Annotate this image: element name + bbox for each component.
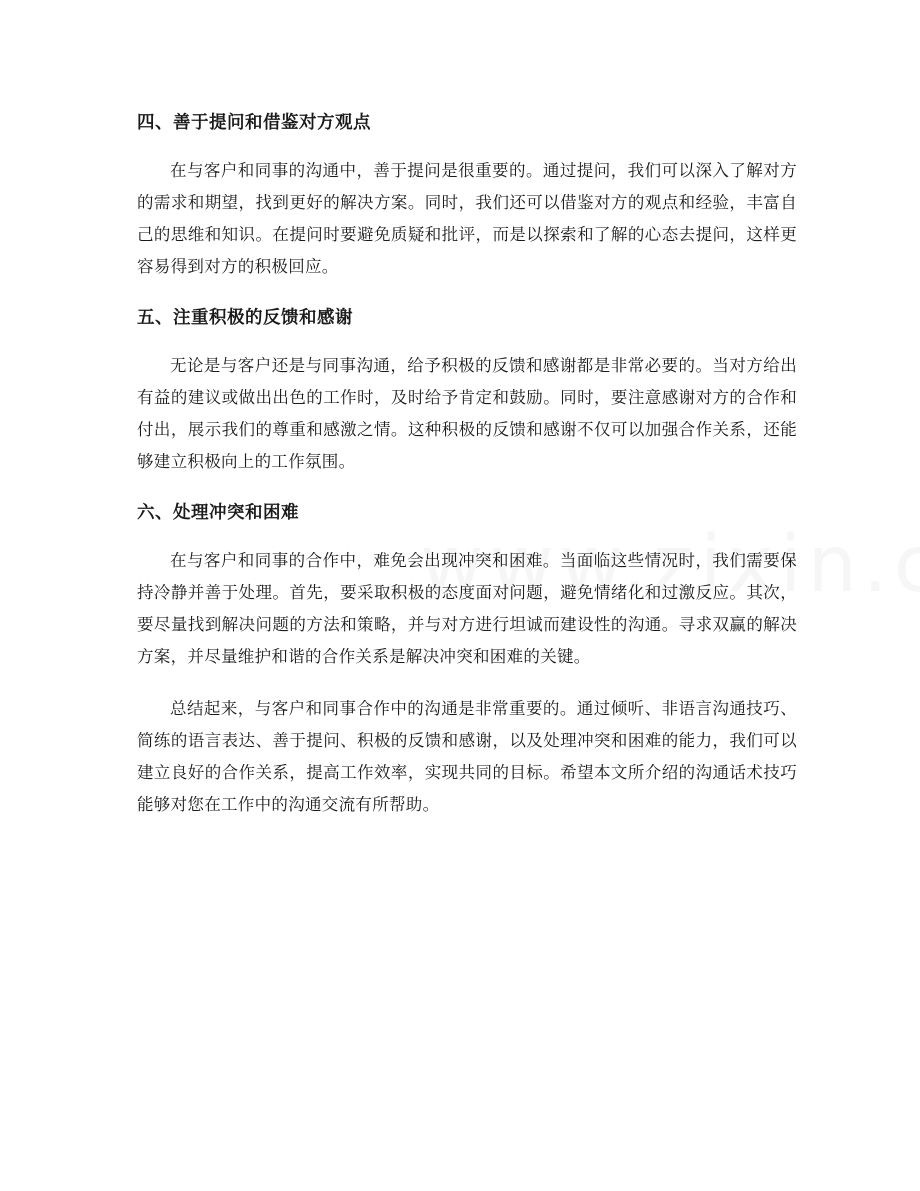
conclusion-paragraph: 总结起来，与客户和同事合作中的沟通是非常重要的。通过倾听、非语言沟通技巧、简练的语言表达、善于提问、积极的反馈和感谢，以及处理冲突和困难的能力，我们可以建立良好的合作关系，提高工作效率，实现共同的目标。希望本文所介绍的沟通话术技巧能够对您在工作中的沟通交流有所帮助。 (137, 699, 797, 814)
section-4 (137, 108, 797, 283)
section-heading: 五、注重积极的反馈和感谢 (137, 308, 353, 328)
section-5 (137, 303, 797, 478)
section-paragraph: 无论是与客户还是与同事沟通，给予积极的反馈和感谢都是非常必要的。当对方给出有益的建议或做出出色的工作时，及时给予肯定和鼓励。同时，要注意感谢对方的合作和付出，展示我们的尊重和感激之情。这种积极的反馈和感谢不仅可以加强合作关系，还能够建立积极向上的工作氛围。 (137, 356, 797, 471)
section-paragraph: 在与客户和同事的合作中，难免会出现冲突和困难。当面临这些情况时，我们需要保持冷静并善于处理。首先，要采取积极的态度面对问题，避免情绪化和过激反应。其次，要尽量找到解决问题的方法和策略，并与对方进行坦诚而建设性的沟通。寻求双赢的解决方案，并尽量维护和谐的合作关系是解决冲突和困难的关键。 (137, 551, 797, 666)
section-heading: 四、善于提问和借鉴对方观点 (137, 113, 371, 133)
section-6 (137, 498, 797, 673)
section-heading: 六、处理冲突和困难 (137, 503, 299, 523)
section-paragraph: 在与客户和同事的沟通中，善于提问是很重要的。通过提问，我们可以深入了解对方的需求和期望，找到更好的解决方案。同时，我们还可以借鉴对方的观点和经验，丰富自己的思维和知识。在提问时要避免质疑和批评，而是以探索和了解的心态去提问，这样更容易得到对方的积极回应。 (137, 161, 797, 276)
document-page (137, 108, 797, 841)
